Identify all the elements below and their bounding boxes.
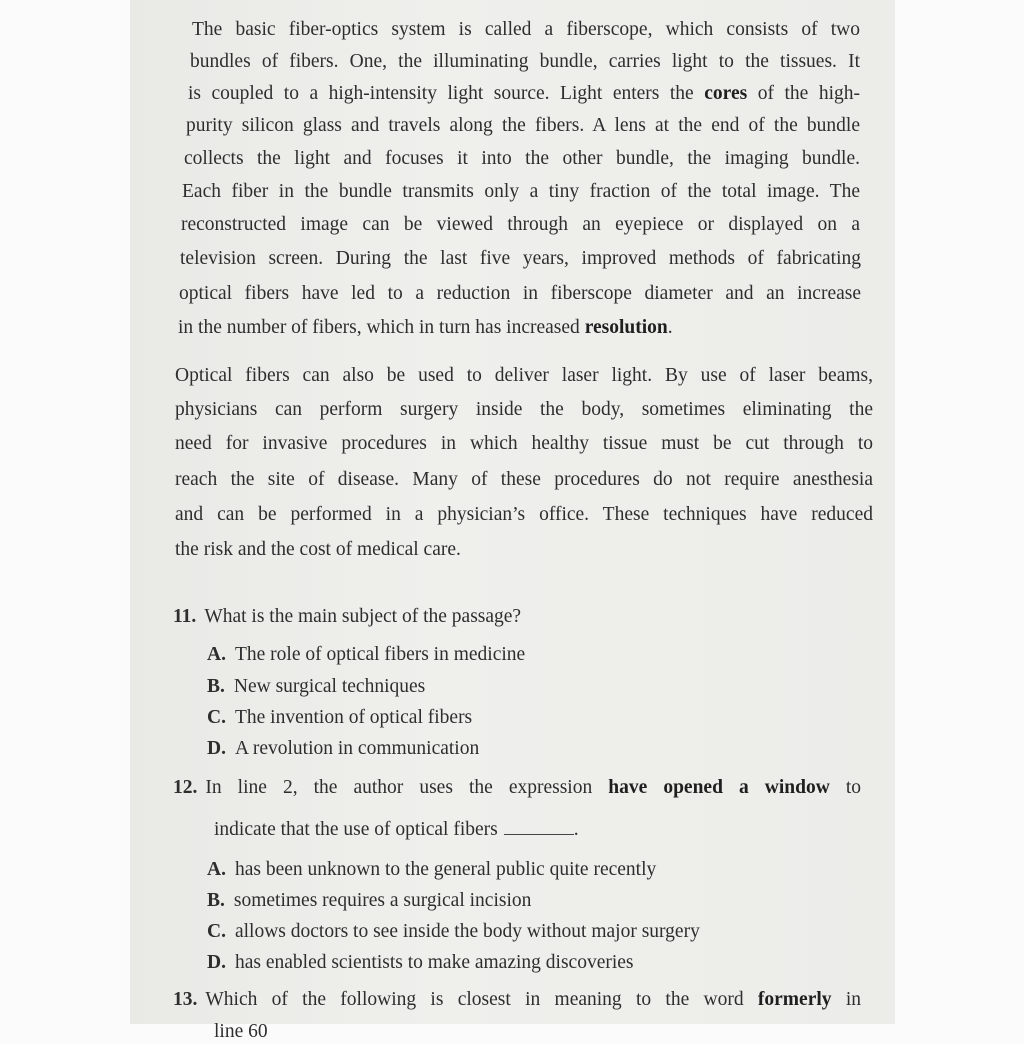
passage-line — [175, 538, 461, 562]
text-segment: indicate that the use of optical fibers — [214, 819, 498, 840]
passage-line — [175, 468, 873, 492]
text-segment: The basic fiber-optics system is called a fiberscope, which consists of two — [192, 19, 860, 40]
passage-line — [186, 114, 860, 138]
passage-line — [180, 247, 861, 271]
question-number: 12. — [173, 777, 198, 798]
question-number: 13. — [173, 989, 198, 1010]
text-segment: purity silicon glass and travels along the fibers. A lens at the end of the bundle — [186, 115, 860, 136]
question-number: 11. — [173, 606, 197, 627]
passage-line — [181, 213, 860, 237]
question-stem-line — [173, 605, 521, 629]
option-letter: D. — [207, 738, 226, 759]
option-text: has enabled scientists to make amazing discoveries — [234, 952, 634, 973]
bold-term: cores — [704, 83, 748, 104]
question-stem-line — [173, 776, 861, 800]
passage-line — [188, 82, 860, 106]
passage-line — [190, 50, 860, 74]
passage-line — [179, 282, 861, 306]
answer-blank — [504, 820, 574, 835]
text-segment: and can be performed in a physician’s office. These techniques have reduced — [175, 504, 873, 525]
option-text: sometimes requires a surgical incision — [233, 890, 532, 911]
answer-option[interactable] — [207, 643, 525, 667]
option-letter: D. — [207, 952, 226, 973]
passage-line — [175, 432, 873, 456]
option-text: The invention of optical fibers — [234, 707, 473, 728]
book-page — [130, 0, 895, 1042]
answer-option[interactable] — [207, 920, 700, 944]
option-text: The role of optical fibers in medicine — [234, 644, 526, 665]
question-stem-line — [173, 988, 861, 1012]
option-text: A revolution in communication — [234, 738, 480, 759]
option-letter: B. — [207, 676, 225, 697]
passage-line — [175, 364, 873, 388]
text-segment: Optical fibers can also be used to deliver laser light. By use of laser beams, — [175, 365, 873, 386]
answer-option[interactable] — [207, 858, 656, 882]
text-segment: Each fiber in the bundle transmits only a tiny fraction of the total image. The — [182, 181, 860, 202]
text-segment: In line 2, the author uses the expression — [205, 777, 609, 798]
text-segment: physicians can perform surgery inside the body, sometimes eliminating the — [175, 399, 873, 420]
text-segment: in — [831, 989, 861, 1010]
passage-line — [184, 147, 860, 171]
text-segment: need for invasive procedures in which healthy tissue must be cut through to — [175, 433, 873, 454]
answer-option[interactable] — [207, 951, 634, 975]
text-segment: . — [667, 317, 673, 338]
option-letter: C. — [207, 921, 226, 942]
option-text: New surgical techniques — [233, 676, 426, 697]
text-segment: line 60 — [214, 1021, 268, 1042]
passage-line — [175, 503, 873, 527]
question-stem-line: indicate that the use of optical fibers . — [214, 819, 579, 840]
text-segment: reach the site of disease. Many of these procedures do not require anesthesia — [175, 469, 873, 490]
bold-term: resolution — [584, 317, 668, 338]
text-segment: of the high- — [747, 83, 860, 104]
text-segment: in the number of fibers, which in turn has increased — [178, 317, 585, 338]
option-text: has been unknown to the general public quite recently — [234, 859, 657, 880]
answer-option[interactable] — [207, 889, 531, 913]
passage-line — [182, 180, 860, 204]
option-letter: C. — [207, 707, 226, 728]
answer-option[interactable] — [207, 706, 472, 730]
option-text: allows doctors to see inside the body without major surgery — [234, 921, 700, 942]
passage-line — [178, 316, 673, 340]
text-segment: to — [829, 777, 861, 798]
text-segment: optical fibers have led to a reduction in fiberscope diameter and an increase — [179, 283, 861, 304]
text-segment: What is the main subject of the passage? — [204, 606, 522, 627]
passage-line — [175, 398, 873, 422]
option-letter: A. — [207, 644, 226, 665]
passage-line — [192, 18, 860, 42]
text-segment: reconstructed image can be viewed through an eyepiece or displayed on a — [181, 214, 860, 235]
text-segment: is coupled to a high-intensity light source. Light enters the — [188, 83, 705, 104]
option-letter: A. — [207, 859, 226, 880]
text-segment: Which of the following is closest in meaning to the word — [205, 989, 758, 1010]
text-segment: television screen. During the last five years, improved methods of fabricating — [180, 248, 861, 269]
text-segment: collects the light and focuses it into the other bundle, the imaging bundle. — [184, 148, 860, 169]
text-segment: bundles of fibers. One, the illuminating bundle, carries light to the tissues. It — [190, 51, 860, 72]
answer-option[interactable] — [207, 675, 425, 699]
option-letter: B. — [207, 890, 225, 911]
bold-term: have opened a window — [608, 777, 830, 798]
answer-option[interactable] — [207, 737, 479, 761]
bold-term: formerly — [757, 989, 832, 1010]
text-segment: the risk and the cost of medical care. — [175, 539, 461, 560]
